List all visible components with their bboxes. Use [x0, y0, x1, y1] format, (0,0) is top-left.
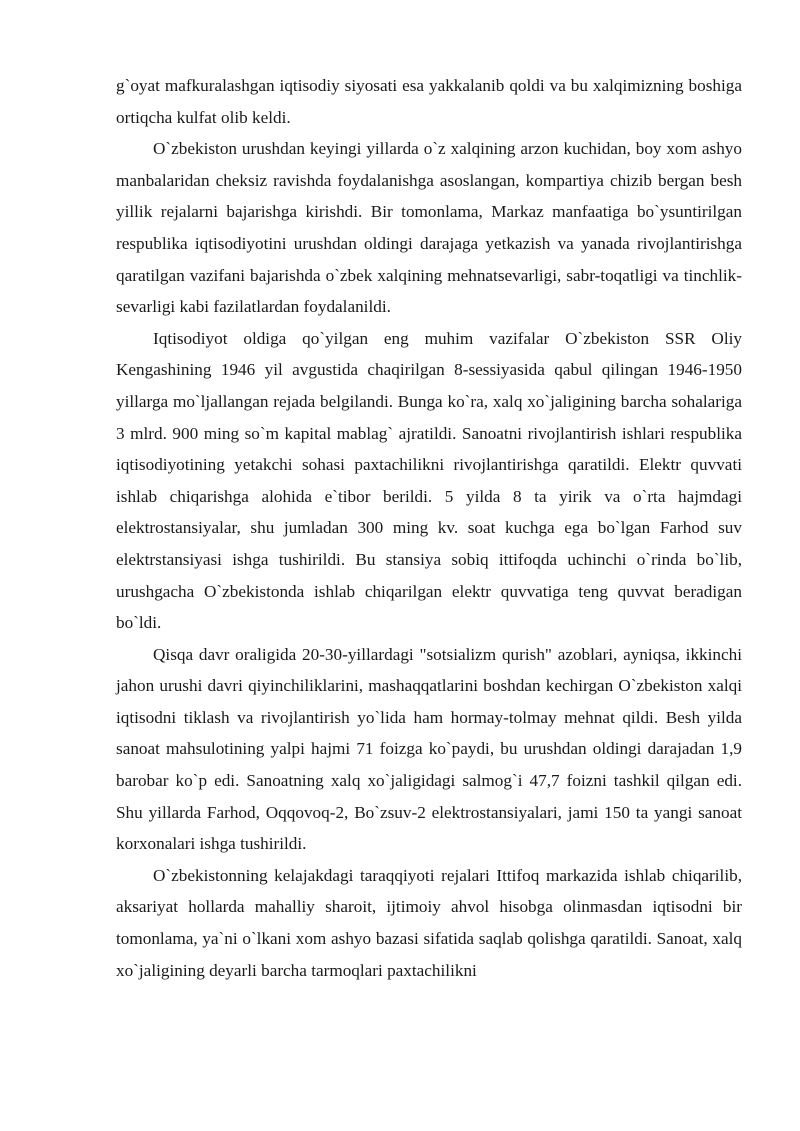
paragraph-continuation: g`oyat mafkuralashgan iqtisodiy siyosati esa yakkalanib qoldi va bu xalqimizning boshiga ortiqcha kulfat olib keldi. — [116, 76, 742, 127]
paragraph-short-period: Qisqa davr oraligida 20-30-yillardagi "sotsializm qurish" azoblari, ayniqsa, ikkinchi jahon urushi davri qiyinchiliklarini, mashaqqatlarini boshdan kechirgan O`zbekiston xalqi iqtisodni tiklash va rivojlantirish yo`lida ham hormay-tolmay mehnat qildi. Besh yilda sanoat mahsulotining yalpi hajmi 71 foizga ko`paydi, bu urushdan oldingi darajadan 1,9 barobar ko`p edi. Sanoatning xalq xo`jaligidagi salmog`i 47,7 foizni tashkil qilgan edi. Shu yillarda Farhod, Oqqovoq-2, Bo`zsuv-2 elektrostansiyalari, jami 150 ta yangi sanoat korxonalari ishga tushirildi. — [116, 644, 742, 854]
body-text — [116, 70, 742, 986]
paragraph-postwar-plans: O`zbekiston urushdan keyingi yillarda o`z xalqining arzon kuchidan, boy xom ashyo manbalaridan cheksiz ravishda foydalanishga asoslangan, kompartiya chizib bergan besh yillik rejalarni bajarishga kirishdi. Bir tomonlama, Markaz manfaatiga bo`ysuntirilgan respublika iqtisodiyotini urushdan oldingi darajaga yetkazish va yanada rivojlantirishga qaratilgan vazifani bajarishda o`zbek xalqining mehnatsevarligi, sabr-toqatligi va tinchlik-sevarligi kabi fazilatlardan foydalanildi. — [116, 139, 742, 317]
paragraph-future-plans: O`zbekistonning kelajakdagi taraqqiyoti rejalari Ittifoq markazida ishlab chiqarilib, aksariyat hollarda mahalliy sharoit, ijtimoiy ahvol hisobga olinmasdan iqtisodni bir tomonlama, ya`ni o`lkani xom ashyo bazasi sifatida saqlab qolishga qaratildi. Sanoat, xalq xo`jaligining deyarli barcha tarmoqlari paxtachilikni — [116, 865, 742, 980]
paragraph-economy-tasks: Iqtisodiyot oldiga qo`yilgan eng muhim vazifalar O`zbekiston SSR Oliy Kengashining 1946 yil avgustida chaqirilgan 8-sessiyasida qabul qilingan 1946-1950 yillarga mo`ljallangan rejada belgilandi. Bunga ko`ra, xalq xo`jaligining barcha sohalariga 3 mlrd. 900 ming so`m kapital mablag` ajratildi. Sanoatni rivojlantirish ishlari respublika iqtisodiyotining yetakchi sohasi paxtachilikni rivojlantirishga qaratildi. Elektr quvvati ishlab chiqarishga alohida e`tibor berildi. 5 yilda 8 ta yirik va o`rta hajmdagi elektrostansiyalar, shu jumladan 300 ming kv. soat kuchga ega bo`lgan Farhod suv elektrstansiyasi ishga tushirildi. Bu stansiya sobiq ittifoqda uchinchi o`rinda bo`lib, urushgacha O`zbekistonda ishlab chiqarilgan elektr quvvatiga teng quvvat beradigan bo`ldi. — [116, 328, 742, 633]
